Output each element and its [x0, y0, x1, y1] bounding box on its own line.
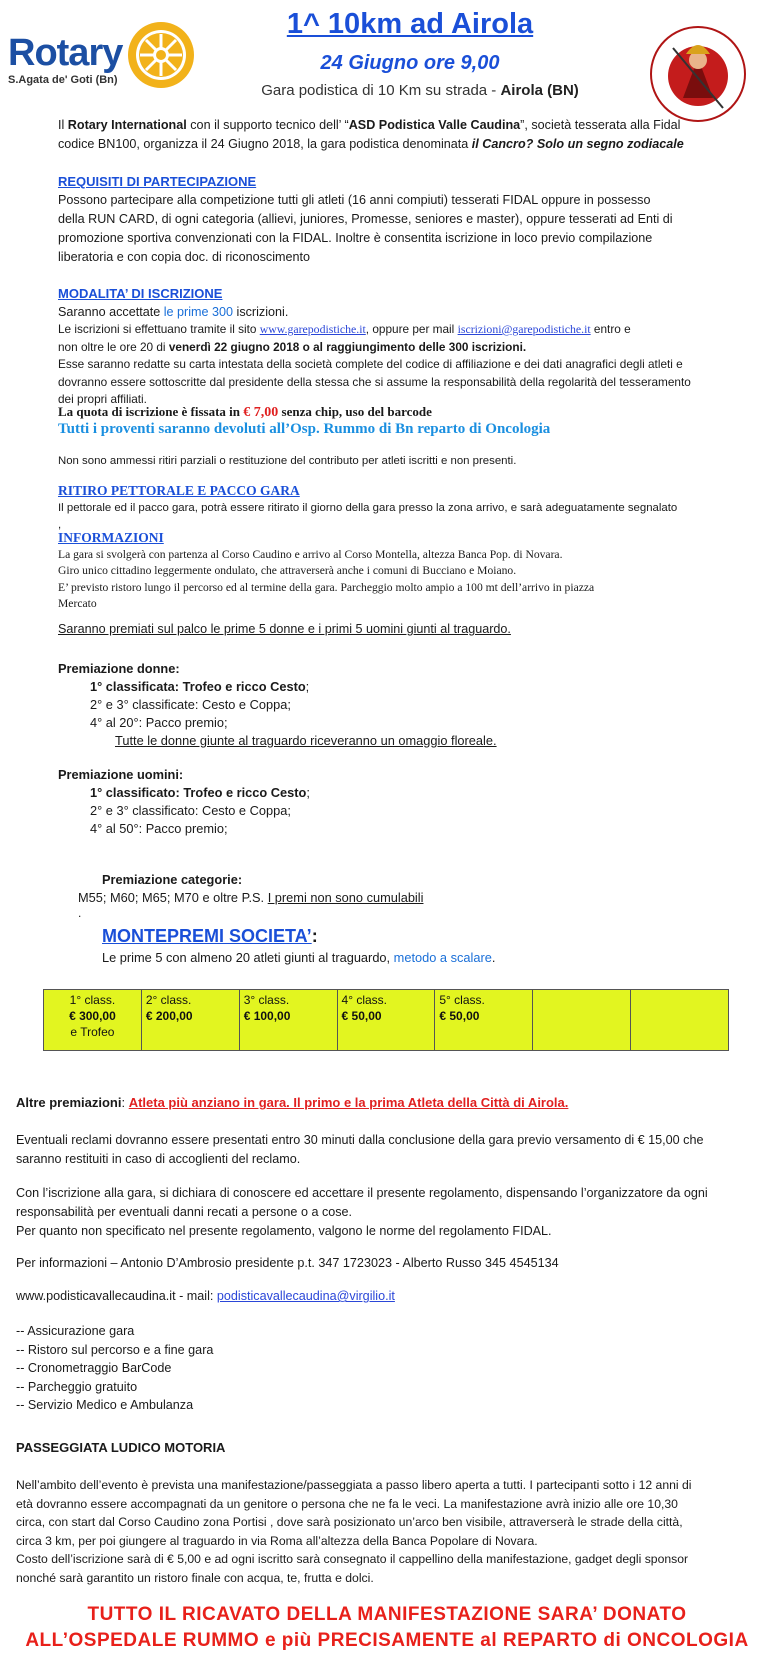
requisiti-section — [58, 172, 758, 267]
requisiti-heading: REQUISITI DI PARTECIPAZIONE — [58, 174, 257, 189]
informazioni-section — [58, 530, 758, 613]
modalita-text: iscrizioni. — [233, 305, 289, 319]
rotary-logo-text: Rotary — [8, 32, 123, 74]
metodo-scalare: metodo a scalare — [393, 950, 492, 965]
ritiri-note: Non sono ammessi ritiri parziali o restituzione del contributo per atleti iscritti e non presenti. — [58, 455, 517, 467]
donne-heading: Premiazione donne: — [58, 661, 180, 676]
modalita-text: , oppure per mail — [365, 322, 458, 336]
rotary-wheel-icon — [126, 20, 196, 90]
montepremi-line — [102, 950, 495, 965]
quota-text: La quota di iscrizione è fissata in — [58, 404, 244, 419]
iscrizioni-email-link[interactable]: iscrizioni@garepodistiche.it — [457, 322, 591, 336]
donne-3: 4° al 20°: Pacco premio; — [90, 715, 228, 730]
passeggiata-line: Costo dell’iscrizione sarà di € 5,00 e ad ogni iscritto sarà consegnato il cappellino della manifestazione, gadget degli sponsor — [16, 1552, 689, 1566]
requisiti-line: della RUN CARD, di ogni categoria (allievi, juniores, Promesse, seniores e master), oppure tesserati ad Enti di — [58, 212, 673, 226]
ritiro-line: Il pettorale ed il pacco gara, potrà essere ritirato il giorno della gara presso la zona arrivo, e sarà adeguatamente segnalato — [58, 501, 678, 514]
categorie-line — [78, 890, 423, 905]
montepremi-heading: MONTEPREMI SOCIETA’ — [102, 926, 312, 946]
modalita-details — [58, 321, 758, 409]
altre-colon: : — [121, 1095, 129, 1110]
montepremi-heading-wrap — [102, 926, 318, 947]
intro-rotary: Rotary International — [67, 118, 187, 132]
passeggiata-line: circa 3 km, per poi giungere al traguardo in via Roma all’altezza della Banca Popolare di Novara. — [16, 1533, 538, 1548]
contatti-text: Per informazioni – — [16, 1256, 121, 1270]
regolamento-line: Con l’iscrizione alla gara, si dichiara di conoscere ed accettare il presente regolamento, dispensando l’organizzatore da ogni — [16, 1186, 708, 1200]
reclami-line: saranno restituiti in caso di accoglienti del reclamo. — [16, 1152, 301, 1166]
list-item: -- Cronometraggio BarCode — [16, 1361, 172, 1375]
contatti-names: Antonio D’Ambrosio presidente p.t. 347 1723023 - Alberto Russo 345 4545134 — [120, 1256, 559, 1270]
intro-asd: ASD Podistica Valle Caudina — [348, 118, 521, 132]
informazioni-line: Giro unico cittadino leggermente ondulato, che attraverserà anche i comuni di Bucciano e Moiano. — [58, 564, 517, 577]
donne-1-tail: ; — [305, 679, 310, 694]
table-cell: 1° class. € 300,00 e Trofeo — [44, 990, 142, 1051]
informazioni-line: Mercato — [58, 597, 97, 610]
informazioni-line: E’ previsto ristoro lungo il percorso ed al termine della gara. Parcheggio molto ampio a 100 mt dell’arrivo in piazza — [58, 580, 595, 594]
deadline: venerdì 22 giugno 2018 o al raggiungimento delle 300 iscrizioni. — [168, 339, 527, 354]
passeggiata-line: nonché sarà garantito un ristoro finale con acqua, te, frutta e dolci. — [16, 1570, 374, 1585]
modalita-line-2 — [58, 321, 758, 339]
passeggiata-line: età dovranno essere accompagnati da un genitore o persona che ne fa le veci. La manifestazione avrà inizio alle ore 10,30 — [16, 1496, 678, 1511]
premiazione-uomini — [58, 766, 310, 838]
passeggiata-paragraph — [16, 1476, 766, 1587]
altre-label: Altre premiazioni — [16, 1095, 122, 1110]
table-cell: 4° class. € 50,00 — [337, 990, 435, 1051]
modalita-line-3 — [58, 339, 758, 357]
uomini-1-text: 1° classificato: Trofeo e ricco Cesto — [90, 785, 307, 800]
quota-line — [58, 404, 432, 421]
modalita-text: non oltre le ore 20 di — [58, 339, 169, 354]
list-item: -- Ristoro sul percorso e a fine gara — [16, 1342, 214, 1357]
uomini-heading: Premiazione uomini: — [58, 767, 184, 782]
informazioni-heading: INFORMAZIONI — [58, 530, 164, 545]
rotary-club-name: S.Agata de' Goti (Bn) — [8, 74, 118, 86]
regolamento-paragraph — [16, 1184, 761, 1241]
website-line — [16, 1289, 395, 1303]
table-row — [44, 990, 729, 1051]
modalita-text: Le iscrizioni si effettuano tramite il sito — [58, 322, 260, 336]
reclami-paragraph — [16, 1131, 761, 1169]
intro-text: con il supporto tecnico dell’ “ — [186, 118, 349, 132]
montepremi-table — [43, 989, 729, 1051]
modalita-heading: MODALITA’ DI ISCRIZIONE — [58, 286, 223, 301]
requisiti-line: promozione sportiva convenzionati con la FIDAL. Inoltre è consentita iscrizione in loco previo compilazione — [58, 231, 653, 245]
list-item: -- Parcheggio gratuito — [16, 1379, 138, 1394]
altre-highlight: Atleta più anziano in gara. Il primo e la prima Atleta della Città di Airola. — [128, 1095, 569, 1110]
donne-1 — [58, 678, 497, 696]
intro-text: ”, società tesserata alla Fidal — [520, 118, 681, 132]
quota-text: senza chip, uso del barcode — [278, 404, 432, 419]
categorie-note: I premi non sono cumulabili — [267, 890, 424, 905]
reclami-line: Eventuali reclami dovranno essere presentati entro 30 minuti dalla conclusione della gara previo versamento di € 15,00 che — [16, 1133, 704, 1147]
uomini-1-tail: ; — [306, 785, 310, 800]
regolamento-line: Per quanto non specificato nel presente regolamento, valgono le norme del regolamento FIDAL. — [16, 1224, 552, 1238]
race-name: il Cancro? Solo un segno zodiacale — [471, 137, 684, 151]
intro-line-2 — [58, 135, 758, 154]
event-tagline — [190, 82, 650, 99]
modalita-line: Esse saranno redatte su carta intestata della società complete del codice di affiliazione e dei dati anagrafici degli atleti e — [58, 357, 683, 371]
montepremi-text: Le prime 5 con almeno 20 atleti giunti al traguardo, — [102, 950, 394, 965]
servizi-list — [16, 1322, 213, 1415]
proventi-line: Tutti i proventi saranno devoluti all’Osp. Rummo di Bn reparto di Oncologia — [58, 421, 551, 437]
modalita-line: dei propri affiliati. — [58, 392, 147, 406]
ritiro-comma: , — [58, 519, 62, 531]
garepodistiche-link[interactable]: www.garepodistiche.it — [259, 322, 366, 336]
footer-line-2: ALL’OSPEDALE RUMMO e più PRECISAMENTE al REPARTO di ONCOLOGIA — [25, 1630, 749, 1651]
modalita-section — [58, 284, 758, 322]
intro-line-1 — [58, 116, 758, 135]
montepremi-colon: : — [311, 926, 318, 946]
intro-text: codice BN100, organizza il 24 Giugno 2018, la gara podistica denominata — [58, 137, 472, 151]
ritiro-heading: RITIRO PETTORALE E PACCO GARA — [58, 483, 300, 498]
categorie-heading: Premiazione categorie: — [102, 872, 243, 887]
uomini-3: 4° al 50°: Pacco premio; — [90, 821, 228, 836]
donne-1-text: 1° classificata: Trofeo e ricco Cesto — [90, 679, 306, 694]
uomini-2: 2° e 3° classificato: Cesto e Coppa; — [90, 803, 291, 818]
intro-text: Il — [58, 118, 68, 132]
quota-price: € 7,00 — [243, 405, 279, 420]
email-link[interactable]: podisticavallecaudina@virgilio.it — [216, 1289, 395, 1303]
table-cell: 3° class. € 100,00 — [239, 990, 337, 1051]
tagline-text: Gara podistica di 10 Km su strada - — [261, 82, 501, 99]
modalita-text: Saranno accettate — [58, 305, 164, 319]
table-cell: 2° class. € 200,00 — [141, 990, 239, 1051]
list-item: -- Servizio Medico e Ambulanza — [16, 1398, 194, 1412]
tagline-location: Airola (BN) — [500, 82, 579, 99]
table-cell: 5° class. € 50,00 — [435, 990, 533, 1051]
categorie-dot: . — [78, 906, 82, 920]
montepremi-text: . — [491, 950, 496, 965]
passeggiata-line: circa, con start dal Corso Caudino zona Portisi , dove sarà posizionato un’arco ben visibile, attraverserà le strade della città, — [16, 1515, 683, 1529]
table-cell — [631, 990, 729, 1051]
table-cell — [533, 990, 631, 1051]
passeggiata-heading: PASSEGGIATA LUDICO MOTORIA — [16, 1440, 226, 1455]
ritiro-section — [58, 482, 758, 535]
modalita-line: dovranno essere sottoscritte dal presidente della stessa che si assume la responsabilità della regolarità del tesseramento — [58, 374, 691, 389]
modalita-text: entro e — [590, 322, 631, 336]
event-date: 24 Giugno ore 9,00 — [320, 52, 500, 74]
informazioni-line: La gara si svolgerà con partenza al Corso Caudino e arrivo al Corso Montella, altezza Banca Pop. di Novara. — [58, 547, 563, 561]
first-300-highlight: le prime 300 — [163, 305, 234, 319]
premiazione-donne — [58, 660, 497, 750]
requisiti-line: liberatoria e con copia doc. di riconoscimento — [58, 250, 311, 264]
intro-paragraph — [58, 116, 758, 154]
donne-2: 2° e 3° classificate: Cesto e Coppa; — [90, 697, 291, 712]
footer-line-1: TUTTO IL RICAVATO DELLA MANIFESTAZIONE SARA’ DONATO — [87, 1604, 687, 1625]
list-item: -- Assicurazione gara — [16, 1324, 135, 1338]
modalita-line-1 — [58, 303, 758, 322]
categorie-text: M55; M60; M65; M70 e oltre P.S. — [78, 890, 268, 905]
contatti-line — [16, 1256, 559, 1270]
podistica-valle-caudina-logo — [643, 18, 753, 126]
website-text: www.podisticavallecaudina.it - mail: — [16, 1289, 217, 1303]
passeggiata-line: Nell’ambito dell’evento è prevista una manifestazione/passeggiata a passo libero aperta a tutti. I partecipanti sotto i 12 anni di — [16, 1478, 692, 1492]
premi-intro: Saranno premiati sul palco le prime 5 donne e i primi 5 uomini giunti al traguardo. — [58, 622, 511, 636]
uomini-1 — [58, 784, 310, 802]
requisiti-line: Possono partecipare alla competizione tutti gli atleti (16 anni compiuti) tesserati FIDAL oppure in possesso — [58, 193, 651, 207]
regolamento-line: responsabilità per eventuali danni recati a persone o a cose. — [16, 1205, 353, 1219]
altre-premiazioni — [16, 1095, 568, 1110]
donne-note: Tutte le donne giunte al traguardo riceveranno un omaggio floreale. — [115, 733, 497, 748]
page-title: 1^ 10km ad Airola — [286, 8, 534, 40]
